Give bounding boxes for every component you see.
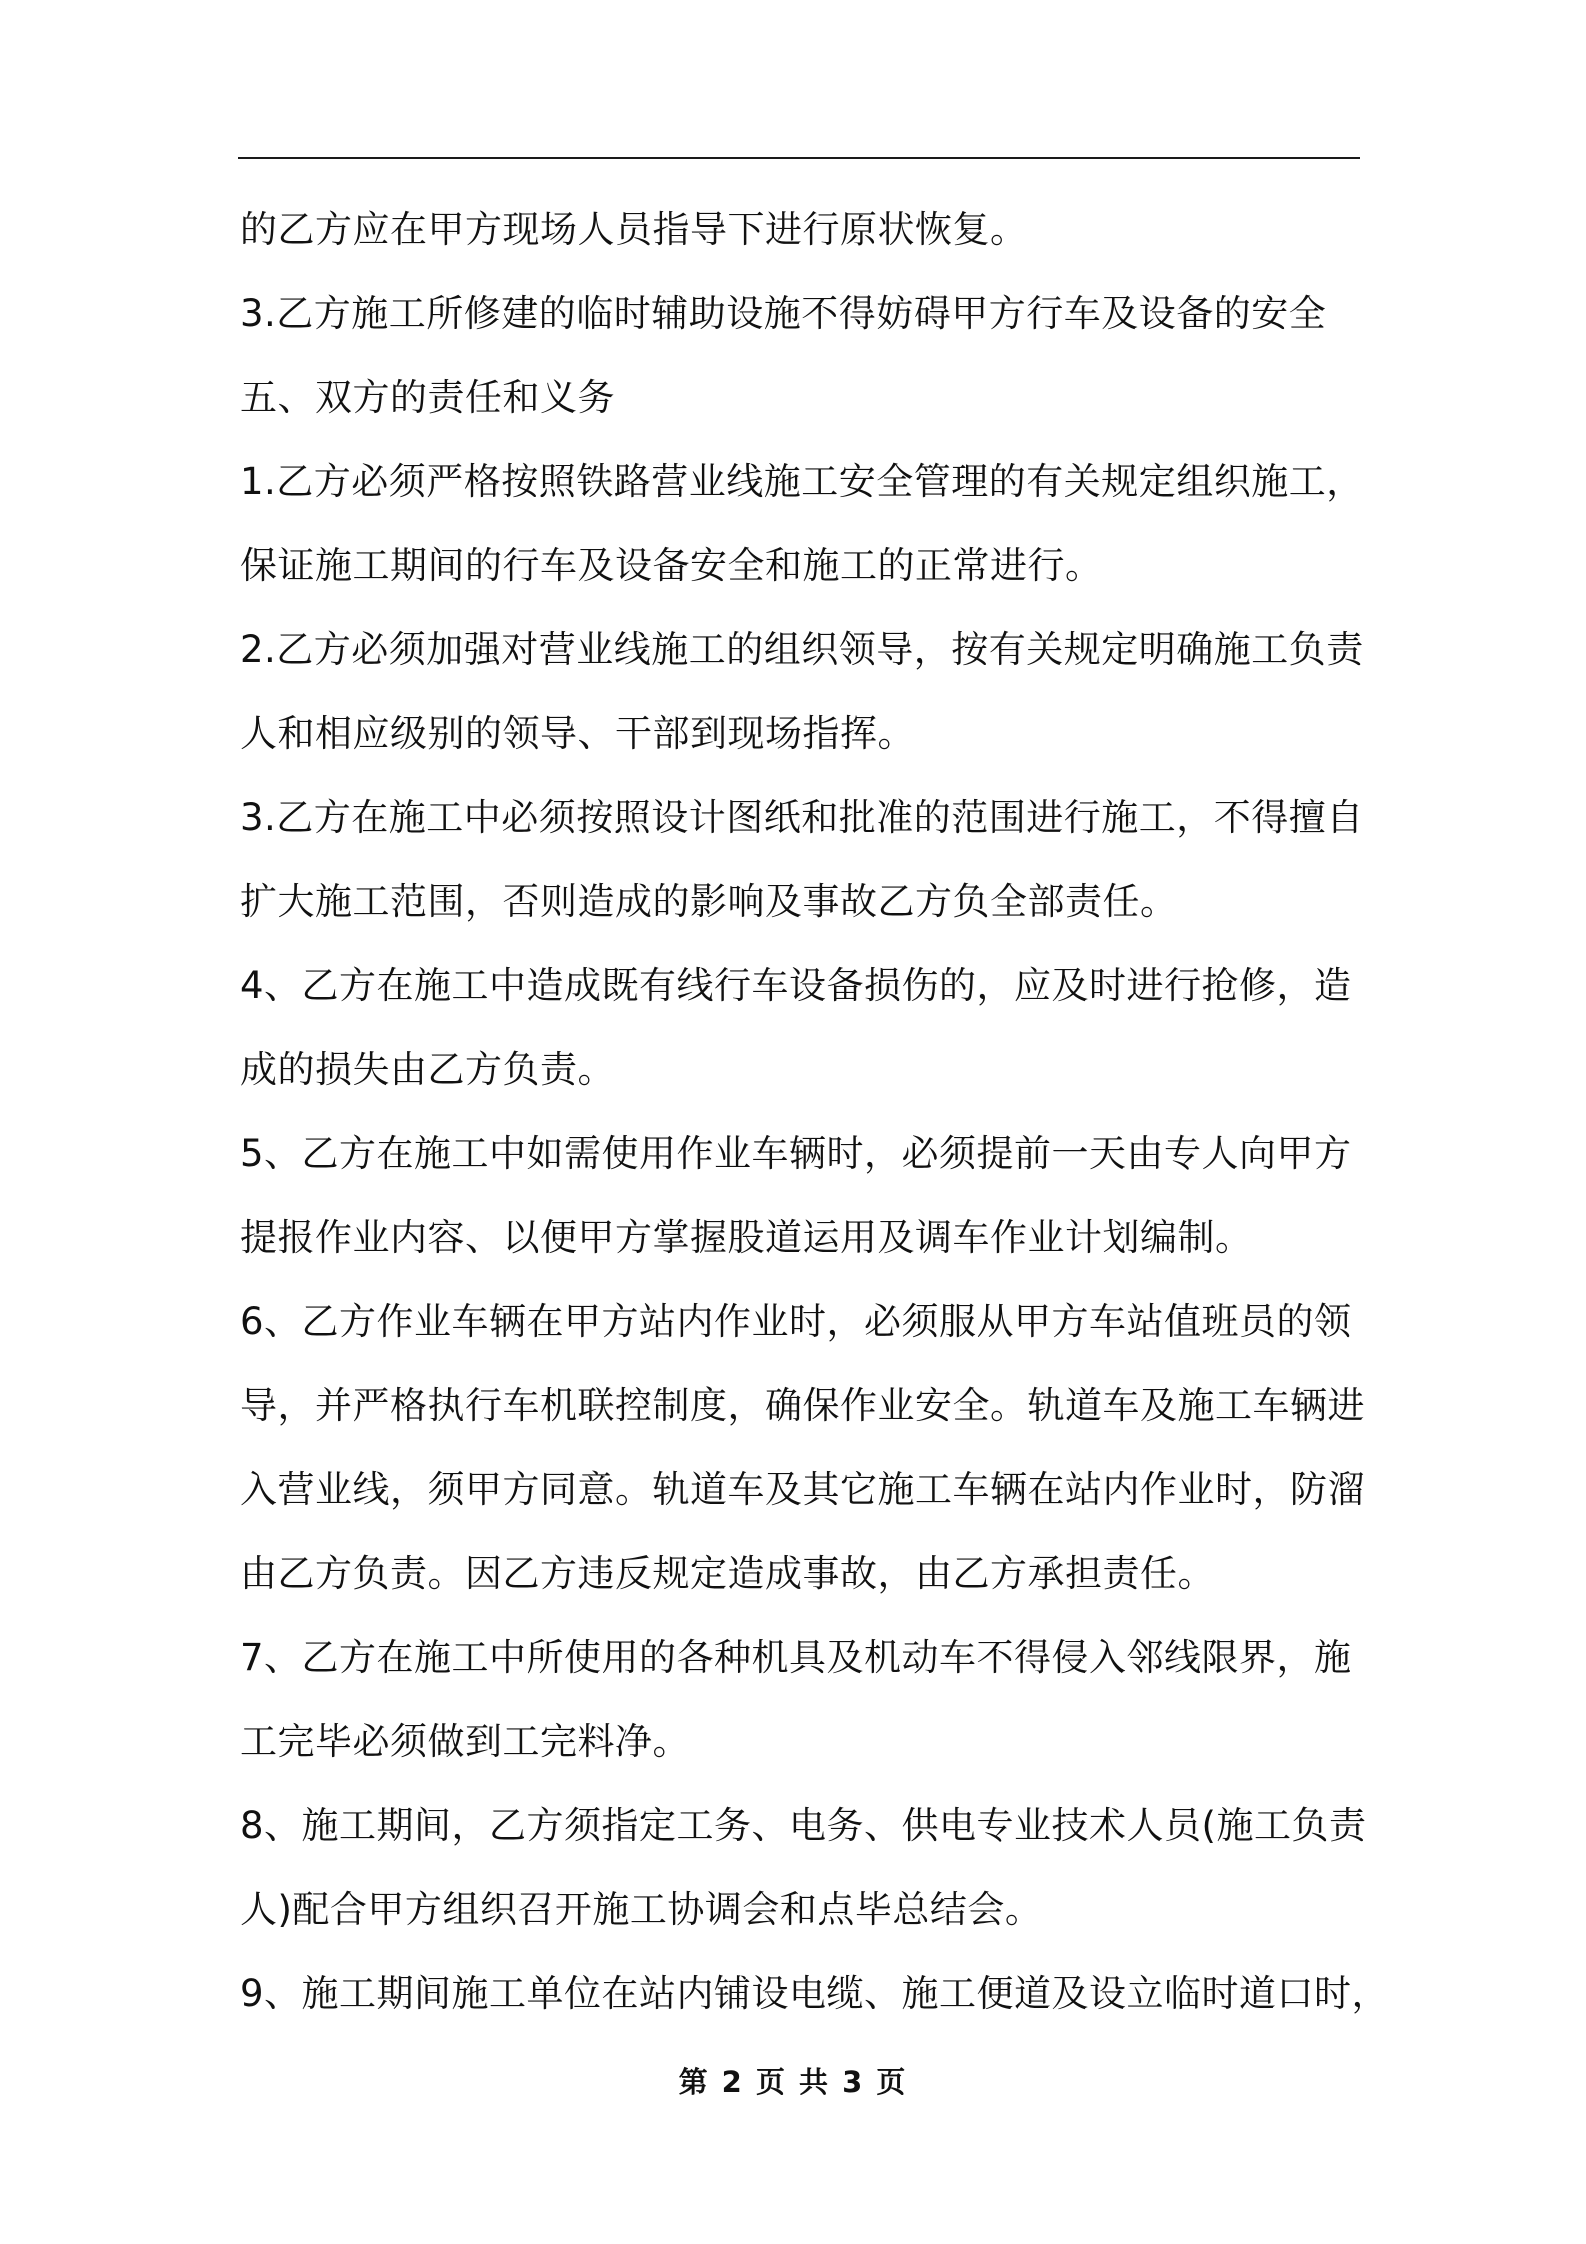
text-line: 导，并严格执行车机联控制度，确保作业安全。轨道车及施工车辆进	[240, 1384, 1365, 1427]
section-heading: 五、双方的责任和义务	[240, 376, 615, 419]
page-number: 第 2 页 共 3 页	[678, 2065, 908, 2099]
text-line: 4、乙方在施工中造成既有线行车设备损伤的，应及时进行抢修，造	[240, 964, 1352, 1007]
text-line: 6、乙方作业车辆在甲方站内作业时，必须服从甲方车站值班员的领	[240, 1300, 1352, 1343]
text-line: 5、乙方在施工中如需使用作业车辆时，必须提前一天由专人向甲方	[240, 1132, 1352, 1175]
text-line: 9、施工期间施工单位在站内铺设电缆、施工便道及设立临时道口时，	[240, 1972, 1390, 2015]
header-divider	[238, 157, 1360, 159]
text-line: 3.乙方在施工中必须按照设计图纸和批准的范围进行施工，不得擅自	[240, 796, 1364, 839]
text-line: 8、施工期间，乙方须指定工务、电务、供电专业技术人员(施工负责	[240, 1804, 1367, 1847]
text-line: 由乙方负责。因乙方违反规定造成事故，由乙方承担责任。	[240, 1552, 1215, 1595]
text-line: 入营业线，须甲方同意。轨道车及其它施工车辆在站内作业时，防溜	[240, 1468, 1365, 1511]
document-body	[240, 188, 1390, 2036]
text-line: 扩大施工范围，否则造成的影响及事故乙方负全部责任。	[240, 880, 1178, 923]
text-line: 保证施工期间的行车及设备安全和施工的正常进行。	[240, 544, 1103, 587]
text-line: 1.乙方必须严格按照铁路营业线施工安全管理的有关规定组织施工，	[240, 460, 1364, 503]
text-line: 2.乙方必须加强对营业线施工的组织领导，按有关规定明确施工负责	[240, 628, 1364, 671]
text-line: 人)配合甲方组织召开施工协调会和点毕总结会。	[240, 1888, 1043, 1931]
text-line: 提报作业内容、以便甲方掌握股道运用及调车作业计划编制。	[240, 1216, 1253, 1259]
text-line: 人和相应级别的领导、干部到现场指挥。	[240, 712, 915, 755]
text-line: 成的损失由乙方负责。	[240, 1048, 615, 1091]
text-line: 7、乙方在施工中所使用的各种机具及机动车不得侵入邻线限界，施	[240, 1636, 1352, 1679]
text-line: 3.乙方施工所修建的临时辅助设施不得妨碍甲方行车及设备的安全	[240, 292, 1327, 335]
text-line: 工完毕必须做到工完料净。	[240, 1720, 690, 1763]
text-line: 的乙方应在甲方现场人员指导下进行原状恢复。	[240, 208, 1028, 251]
